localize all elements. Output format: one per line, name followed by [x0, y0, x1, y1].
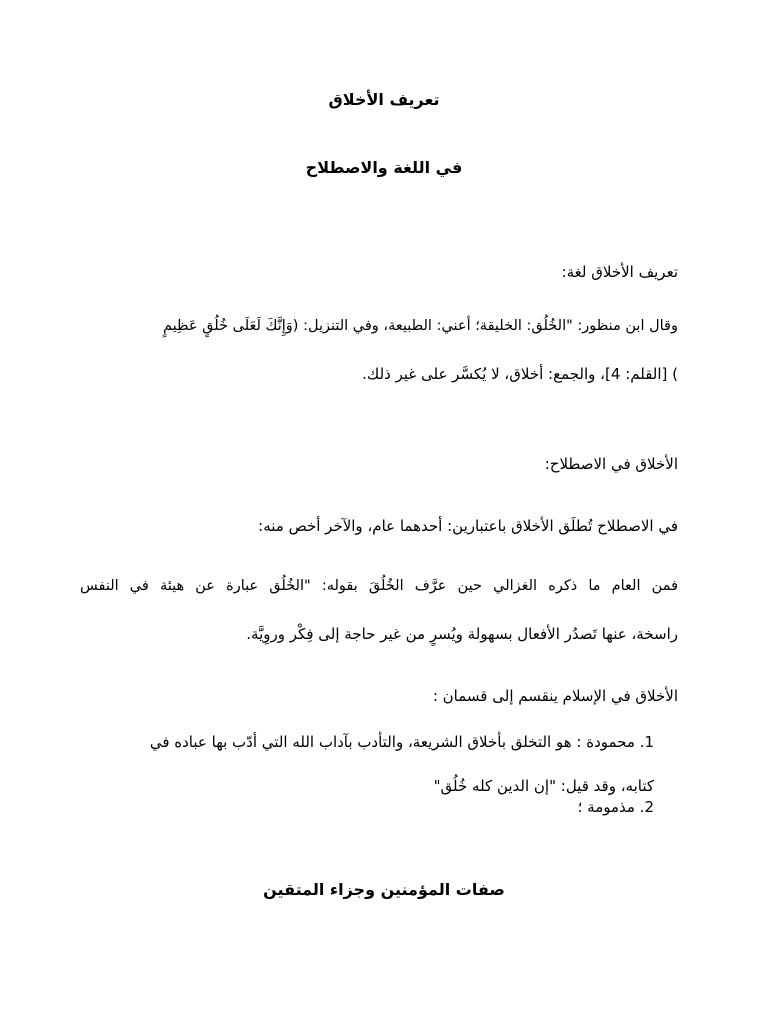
lugha-paragraph-line-2: ) [القلم: 4]، والجمع: أخلاق، لا يُكسَّر على غير ذلك.	[362, 365, 678, 383]
footer-heading: صفات المؤمنين وجزاء المتقين	[263, 880, 505, 899]
document-subtitle: في اللغة والاصطلاح	[305, 158, 463, 177]
lugha-paragraph-line-1: وقال ابن منظور: "الخُلُق: الخليقة؛ أعني: الطبيعة، وفي التنزيل: (وَإِنَّكَ لَعَلَى خُلُقٍ عَظِيمٍ	[162, 318, 678, 334]
istilah-paragraph: في الاصطلاح تُطلَق الأخلاق باعتبارين: أحدهما عام، والآخر أخص منه:	[258, 517, 678, 535]
list-item-1-line-2: كتابه، وقد قيل: "إن الدين كله خُلُق"	[433, 777, 654, 795]
heading-lugha: تعريف الأخلاق لغة:	[561, 263, 678, 281]
list-item-1-line-1: 1. محمودة : هو التخلق بأخلاق الشريعة، والتأدب بآداب الله التي أدّب بها عباده في	[149, 733, 654, 751]
islam-division-intro: الأخلاق في الإسلام ينقسم إلى قسمان :	[432, 687, 678, 705]
ghazali-paragraph-line-1: فمن العام ما ذكره الغزالي حين عرَّف الخُلُقَ بقوله: "الخُلُق عبارة عن هيئة في النفس	[80, 578, 678, 594]
list-item-2: 2. مذمومة ؛	[577, 798, 654, 816]
ghazali-paragraph-line-2: راسخة، عنها تَصدُر الأفعال بسهولة ويُسرٍ من غير حاجة إلى فِكْر وروِيَّة.	[246, 625, 678, 643]
document-title: تعريف الأخلاق	[328, 90, 440, 109]
heading-istilah: الأخلاق في الاصطلاح:	[544, 455, 678, 473]
